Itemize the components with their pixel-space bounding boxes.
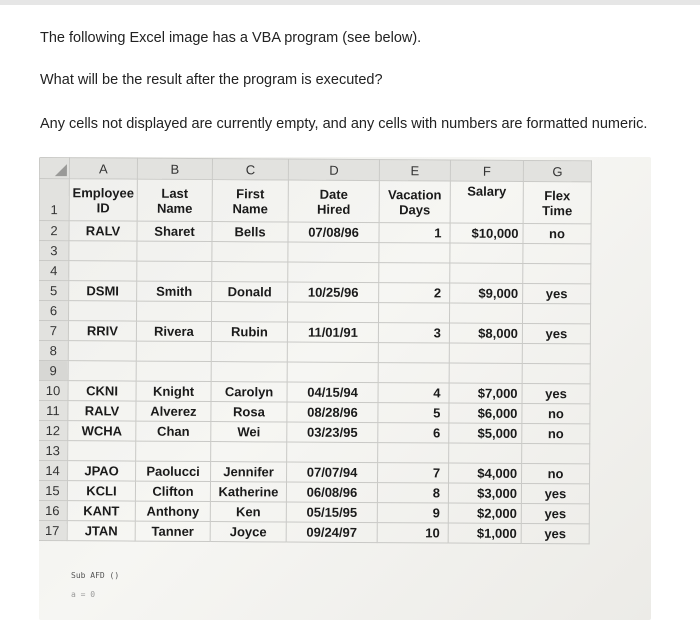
cell-d1[interactable]: Date Hired: [288, 180, 379, 223]
cell-e14[interactable]: 7: [378, 463, 449, 483]
row-header[interactable]: 7: [39, 321, 69, 341]
cell-a14[interactable]: JPAO: [68, 461, 136, 481]
cell-e5[interactable]: 2: [379, 283, 450, 303]
cell-g16[interactable]: yes: [521, 503, 589, 523]
cell-g10[interactable]: yes: [522, 383, 590, 403]
column-header-c[interactable]: C: [212, 159, 288, 180]
row-header[interactable]: 3: [39, 241, 69, 261]
cell-c15[interactable]: Katherine: [210, 482, 286, 502]
cell-d4[interactable]: [288, 262, 379, 283]
cell-b1[interactable]: Last Name: [137, 179, 212, 221]
row-header[interactable]: 16: [39, 500, 67, 520]
cell-c17[interactable]: Joyce: [210, 522, 286, 542]
cell-c4[interactable]: [212, 262, 288, 282]
cell-b15[interactable]: Clifton: [135, 481, 210, 501]
row-header[interactable]: 5: [39, 281, 69, 301]
spreadsheet-grid: [39, 157, 592, 544]
cell-f8[interactable]: [449, 343, 522, 363]
cell-b17[interactable]: Tanner: [135, 521, 210, 541]
column-header-g[interactable]: G: [523, 160, 591, 181]
cell-a10[interactable]: CKNI: [68, 381, 136, 401]
vba-line-2: a = 0: [71, 590, 96, 599]
cell-e10[interactable]: 4: [378, 383, 449, 403]
cell-c1[interactable]: First Name: [212, 180, 288, 222]
cell-f4[interactable]: [450, 263, 523, 283]
cell-c11[interactable]: Rosa: [211, 402, 287, 422]
cell-b4[interactable]: [137, 261, 212, 281]
vba-line-1: Sub AFD (): [71, 571, 120, 580]
cell-e4[interactable]: [379, 263, 450, 283]
cell-d5[interactable]: 10/25/96: [288, 282, 379, 303]
select-all-corner[interactable]: [39, 158, 69, 179]
cell-c2[interactable]: Bells: [212, 222, 288, 242]
cell-b3[interactable]: [137, 241, 212, 261]
cell-c14[interactable]: Jennifer: [211, 462, 287, 482]
cell-d9[interactable]: [287, 362, 378, 383]
cell-f14[interactable]: $4,000: [449, 463, 522, 483]
cell-e9[interactable]: [378, 363, 449, 383]
cell-c13[interactable]: [211, 442, 287, 462]
cell-e7[interactable]: 3: [378, 323, 449, 343]
cell-e13[interactable]: [378, 443, 449, 463]
cell-f7[interactable]: $8,000: [449, 323, 522, 343]
row-header[interactable]: 13: [39, 440, 68, 460]
cell-c16[interactable]: Ken: [210, 502, 286, 522]
cell-g11[interactable]: no: [522, 403, 590, 423]
cell-e8[interactable]: [378, 343, 449, 363]
cell-g4[interactable]: [523, 263, 591, 283]
row-header[interactable]: 9: [39, 360, 68, 380]
cell-f1[interactable]: Salary: [450, 181, 523, 223]
cell-b13[interactable]: [136, 441, 211, 461]
cell-a7[interactable]: RRIV: [68, 321, 136, 341]
header-row: [39, 179, 591, 224]
cell-g12[interactable]: no: [522, 423, 590, 443]
cell-g8[interactable]: [522, 343, 590, 363]
cell-b14[interactable]: Paolucci: [136, 461, 211, 481]
question-line-3: Any cells not displayed are currently empty, and any cells with numbers are formatted numeric.: [40, 116, 648, 132]
cell-d10[interactable]: 04/15/94: [287, 382, 378, 403]
cell-a5[interactable]: DSMI: [69, 281, 137, 301]
column-header-a[interactable]: A: [69, 158, 137, 179]
row-header[interactable]: 10: [39, 380, 68, 400]
cell-a8[interactable]: [68, 341, 136, 361]
cell-g3[interactable]: [523, 243, 591, 263]
cell-b2[interactable]: Sharet: [137, 221, 212, 241]
cell-b7[interactable]: Rivera: [136, 321, 211, 341]
cell-f9[interactable]: [449, 363, 522, 383]
cell-a11[interactable]: RALV: [68, 401, 136, 421]
cell-f15[interactable]: $3,000: [448, 483, 521, 503]
cell-c9[interactable]: [211, 362, 287, 382]
column-header-f[interactable]: F: [450, 160, 523, 181]
row-header[interactable]: 15: [39, 480, 68, 500]
cell-b11[interactable]: Alverez: [136, 401, 211, 421]
top-divider: [0, 0, 700, 5]
cell-f17[interactable]: $1,000: [448, 523, 521, 543]
cell-f16[interactable]: $2,000: [448, 503, 521, 523]
cell-g1[interactable]: Flex Time: [523, 181, 591, 223]
cell-b5[interactable]: Smith: [137, 281, 212, 301]
cell-e6[interactable]: [378, 303, 449, 323]
cell-a4[interactable]: [69, 261, 137, 281]
cell-d17[interactable]: 09/24/97: [286, 522, 377, 543]
cell-e16[interactable]: 9: [377, 503, 448, 523]
spreadsheet-photo: [39, 157, 651, 620]
cell-e15[interactable]: 8: [377, 483, 448, 503]
row-header[interactable]: 12: [39, 420, 68, 440]
cell-b10[interactable]: Knight: [136, 381, 211, 401]
cell-a16[interactable]: KANT: [67, 501, 135, 521]
cell-g9[interactable]: [522, 363, 590, 383]
cell-d15[interactable]: 06/08/96: [286, 482, 377, 503]
cell-c7[interactable]: Rubin: [211, 322, 287, 342]
cell-d2[interactable]: 07/08/96: [288, 222, 379, 243]
cell-g15[interactable]: yes: [521, 483, 589, 503]
cell-f11[interactable]: $6,000: [449, 403, 522, 423]
question-line-2: What will be the result after the program is executed?: [40, 72, 383, 88]
cell-b12[interactable]: Chan: [136, 421, 211, 441]
cell-f3[interactable]: [450, 243, 523, 263]
cell-a15[interactable]: KCLI: [67, 481, 135, 501]
cell-g14[interactable]: no: [522, 463, 590, 483]
cell-g2[interactable]: no: [523, 223, 591, 243]
table-row: [39, 520, 589, 543]
cell-d7[interactable]: 11/01/91: [287, 322, 378, 343]
cell-d3[interactable]: [288, 242, 379, 263]
vba-code-snippet: [71, 571, 119, 609]
cell-c3[interactable]: [212, 242, 288, 262]
cell-b8[interactable]: [136, 341, 211, 361]
cell-c10[interactable]: Carolyn: [211, 382, 287, 402]
cell-f12[interactable]: $5,000: [449, 423, 522, 443]
cell-b9[interactable]: [136, 361, 211, 381]
row-header[interactable]: 11: [39, 400, 68, 420]
cell-a6[interactable]: [69, 301, 137, 321]
cell-d13[interactable]: [287, 442, 378, 463]
cell-c12[interactable]: Wei: [211, 422, 287, 442]
cell-g5[interactable]: yes: [523, 283, 591, 303]
cell-e1[interactable]: Vacation Days: [379, 181, 450, 223]
cell-c5[interactable]: Donald: [212, 282, 288, 302]
cell-e11[interactable]: 5: [378, 403, 449, 423]
cell-c6[interactable]: [211, 302, 287, 322]
row-header[interactable]: 14: [39, 460, 68, 480]
cell-a9[interactable]: [68, 361, 136, 381]
cell-b6[interactable]: [136, 301, 211, 321]
row-header[interactable]: 2: [39, 221, 69, 241]
row-header[interactable]: 17: [39, 520, 67, 540]
row-header[interactable]: 8: [39, 340, 68, 360]
cell-e2[interactable]: 1: [379, 223, 450, 243]
row-header[interactable]: 4: [39, 261, 69, 281]
cell-d14[interactable]: 07/07/94: [287, 462, 378, 483]
question-line-1: The following Excel image has a VBA program (see below).: [40, 30, 422, 46]
cell-f5[interactable]: $9,000: [450, 283, 523, 303]
cell-f10[interactable]: $7,000: [449, 383, 522, 403]
cell-f13[interactable]: [449, 443, 522, 463]
cell-a12[interactable]: WCHA: [68, 421, 136, 441]
cell-a17[interactable]: JTAN: [67, 521, 135, 541]
cell-c8[interactable]: [211, 342, 287, 362]
column-header-e[interactable]: E: [379, 160, 450, 181]
cell-e3[interactable]: [379, 243, 450, 263]
cell-a3[interactable]: [69, 241, 137, 261]
spreadsheet: [39, 157, 592, 544]
cell-g17[interactable]: yes: [521, 523, 589, 543]
cell-e12[interactable]: 6: [378, 423, 449, 443]
cell-g13[interactable]: [522, 443, 590, 463]
cell-e17[interactable]: 10: [377, 523, 448, 543]
cell-f2[interactable]: $10,000: [450, 223, 523, 243]
cell-d12[interactable]: 03/23/95: [287, 422, 378, 443]
row-header[interactable]: 1: [39, 179, 69, 221]
cell-d6[interactable]: [287, 302, 378, 323]
cell-d8[interactable]: [287, 342, 378, 363]
cell-g6[interactable]: [522, 303, 590, 323]
cell-g7[interactable]: yes: [522, 323, 590, 343]
cell-d11[interactable]: 08/28/96: [287, 402, 378, 423]
cell-a1[interactable]: Employee ID: [69, 179, 137, 221]
column-header-b[interactable]: B: [137, 158, 212, 179]
cell-b16[interactable]: Anthony: [135, 501, 210, 521]
column-header-d[interactable]: D: [288, 159, 379, 181]
cell-d16[interactable]: 05/15/95: [286, 502, 377, 523]
cell-f6[interactable]: [449, 303, 522, 323]
row-header[interactable]: 6: [39, 301, 69, 321]
cell-a13[interactable]: [68, 441, 136, 461]
cell-a2[interactable]: RALV: [69, 221, 137, 241]
